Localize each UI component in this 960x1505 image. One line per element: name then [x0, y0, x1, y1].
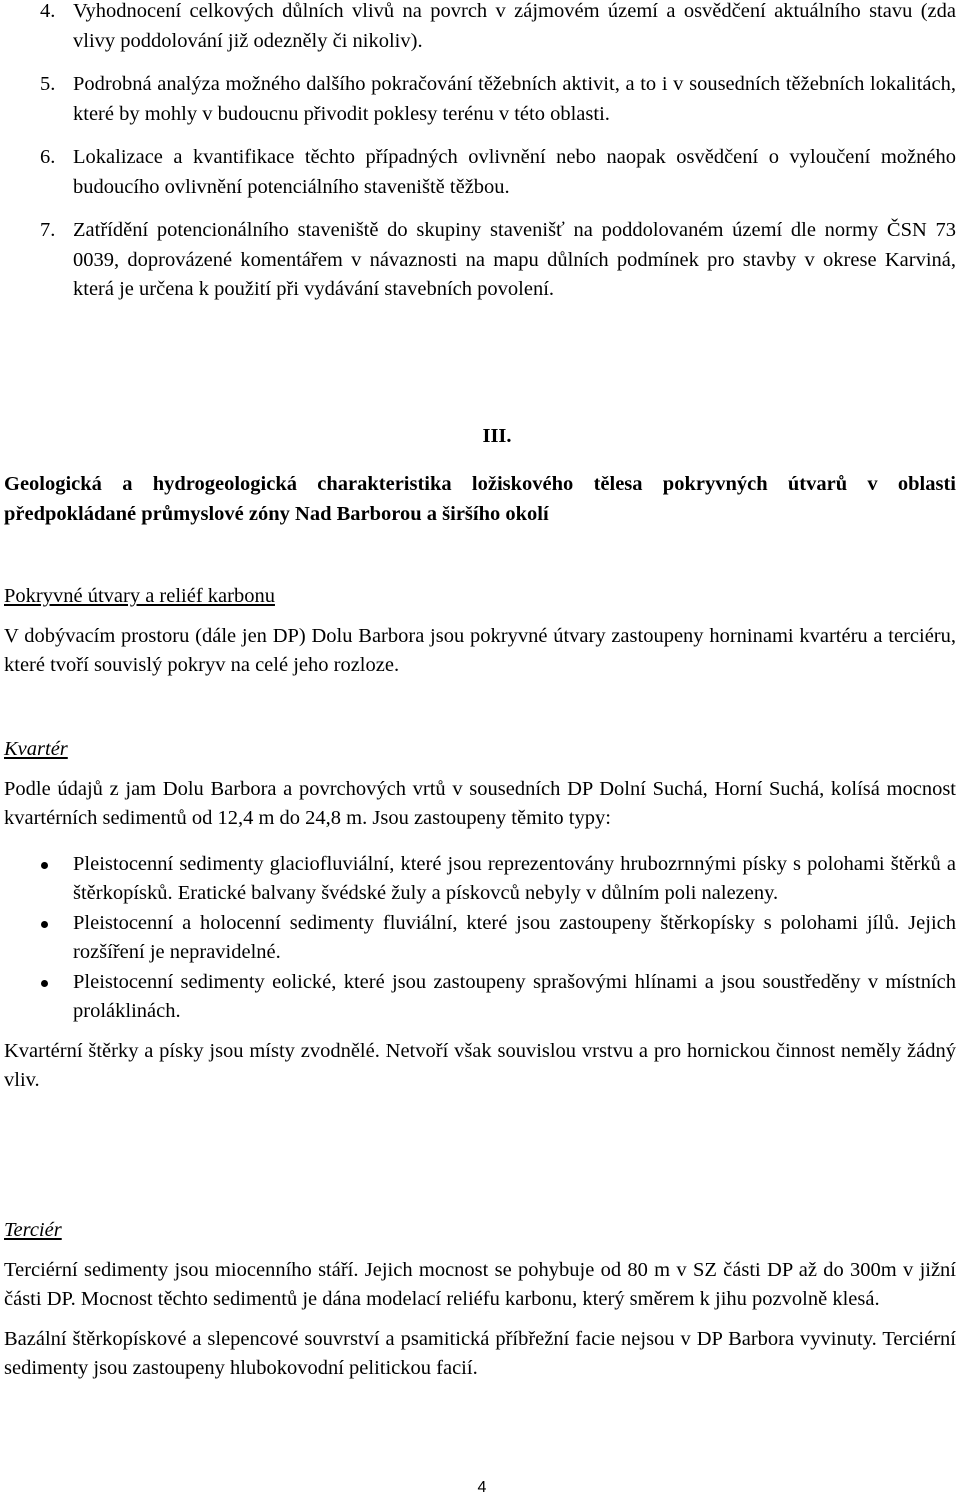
bullet-list [4, 850, 956, 1027]
section-title [4, 582, 956, 612]
chapter-number [0, 422, 960, 452]
numbered-list [0, 0, 960, 319]
paragraph: Bazální štěrkopískové a slepencové souvrství a psamitická příbřežní facie nejsou v DP Barbora vyvinuty. Terciérní sedimenty jsou zastoupeny hlubokovodní pelitickou facií. [4, 1327, 956, 1379]
paragraph: Kvartérní štěrky a písky jsou místy zvodnělé. Netvoří však souvislou vrstvu a pro hornickou činnost neměly žádný vliv. [4, 1039, 956, 1091]
section-quaternary [4, 735, 956, 1096]
paragraph: V dobývacím prostoru (dále jen DP) Dolu Barbora jsou pokryvné útvary zastoupeny horninami kvartéru a terciéru, které tvoří souvislý pokryv na celé jeho rozloze. [4, 624, 956, 676]
bullet-text: Pleistocenní sedimenty eolické, které jsou zastoupeny sprašovými hlínami a jsou soustředěny v místních proláklinách. [73, 970, 956, 1022]
section-title [4, 735, 956, 765]
section-title [4, 1216, 956, 1246]
chapter-title: Geologická a hydrogeologická charakteristika ložiskového tělesa pokryvných útvarů v oblasti předpokládané průmyslové zóny Nad Barborou a širšího okolí [4, 473, 956, 525]
bullet-icon [41, 862, 48, 869]
page-number-text: 4 [477, 1479, 487, 1496]
bullet-icon [41, 980, 48, 987]
list-item [0, 143, 960, 202]
list-item-number: 6. [40, 146, 56, 168]
bullet-item [4, 850, 956, 909]
list-item-text: Podrobná analýza možného dalšího pokračování těžebních aktivit, a to i v sousedních těžebních lokalitách, které by mohly v budoucnu přivodit poklesy terénu v této oblasti. [73, 73, 956, 125]
list-item-text: Vyhodnocení celkových důlních vlivů na povrch v zájmovém území a osvědčení aktuálního stavu (zda vlivy poddolování již odezněly či nikoliv). [73, 0, 956, 52]
bullet-icon [41, 921, 48, 928]
section-title-text: Kvartér [4, 738, 68, 760]
section-cover-formations [4, 582, 956, 681]
bullet-text: Pleistocenní sedimenty glaciofluviální, které jsou reprezentovány hrubozrnnými písky s polohami štěrků a štěrkopísků. Eratické balvany švédské žuly a pískovců nebyly v důlním poli nalezeny. [73, 852, 956, 904]
bullet-text: Pleistocenní a holocenní sedimenty fluviální, které jsou zastoupeny štěrkopísky s polohami jílů. Jejich rozšíření je nepravidelné. [73, 911, 956, 963]
section-title-text: Pokryvné útvary a reliéf karbonu [4, 585, 275, 607]
section-title-text: Terciér [4, 1219, 62, 1241]
chapter-number-text: III. [482, 425, 512, 447]
list-item-number: 7. [40, 219, 56, 241]
bullet-item [4, 909, 956, 968]
list-item-text: Zatřídění potencionálního staveniště do skupiny stavenišť na poddolovaném území dle normy ČSN 73 0039, doprovázené komentářem v návaznosti na mapu důlních podmínek pro stavby v okrese Karviná, která je určena k použití při vydávání stavebních povolení. [73, 219, 956, 300]
list-item [0, 216, 960, 305]
list-item-text: Lokalizace a kvantifikace těchto případných ovlivnění nebo naopak osvědčení o vyloučení možného budoucího ovlivnění potenciálního staveniště těžbou. [73, 146, 956, 198]
section-tertiary [4, 1216, 956, 1384]
paragraph: Terciérní sedimenty jsou miocenního stáří. Jejich mocnost se pohybuje od 80 m v SZ části DP až do 300m v jižní části DP. Mocnost těchto sedimentů je dána modelací reliéfu karbonu, který směrem k jihu pozvolně klesá. [4, 1258, 956, 1310]
list-item-number: 4. [40, 0, 56, 22]
bullet-item [4, 968, 956, 1027]
list-item [0, 0, 960, 56]
paragraph: Podle údajů z jam Dolu Barbora a povrchových vrtů v sousedních DP Dolní Suchá, Horní Suchá, kolísá mocnost kvartérních sedimentů od 12,4 m do 24,8 m. Jsou zastoupeny těmito typy: [4, 777, 956, 829]
list-item [0, 70, 960, 129]
list-item-number: 5. [40, 73, 56, 95]
page-number [0, 1478, 960, 1498]
